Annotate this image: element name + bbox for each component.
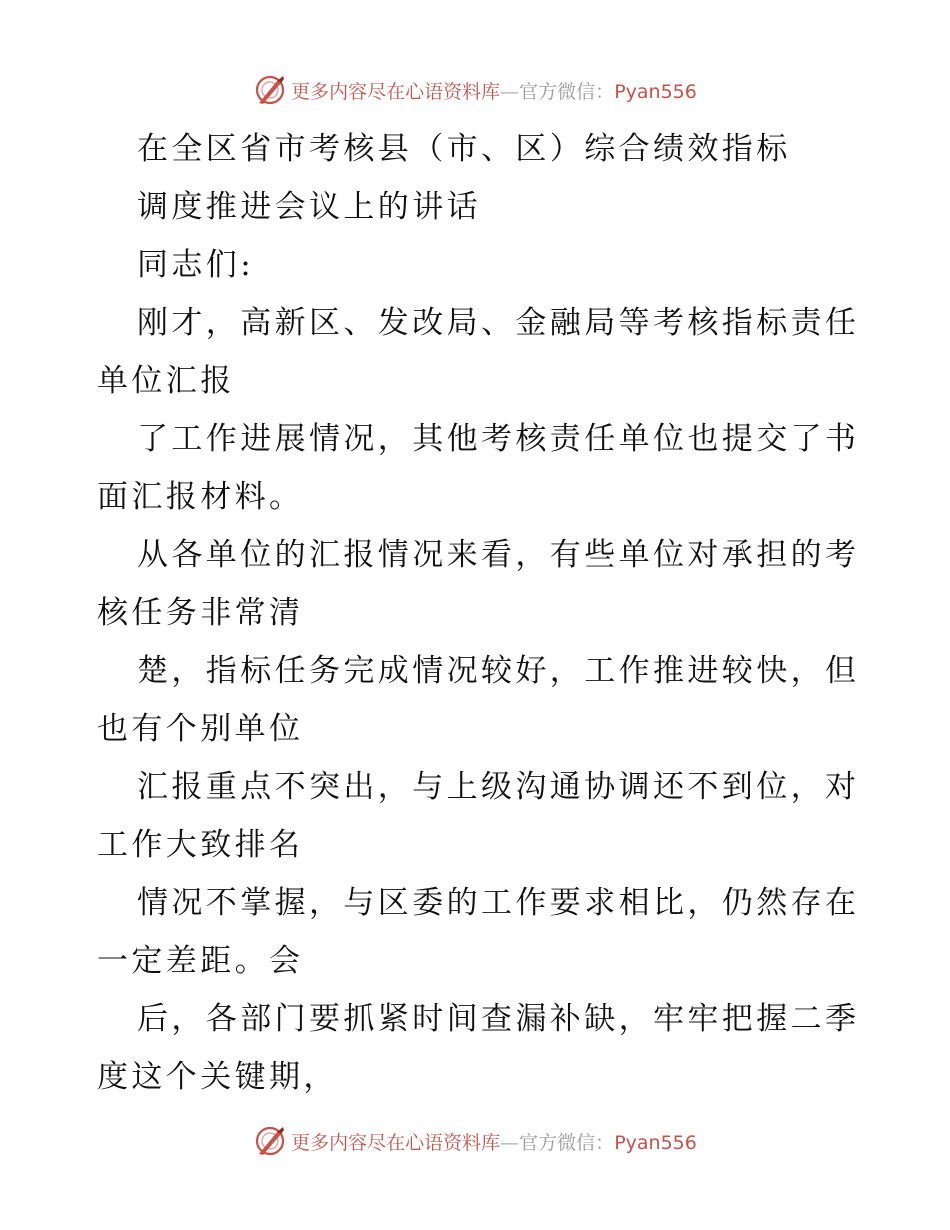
quill-pen-seal-icon — [253, 73, 287, 107]
watermark-label: 官方微信： — [519, 80, 615, 103]
document-line: 也有个别单位 — [97, 711, 304, 747]
watermark-dash: — — [500, 1131, 520, 1154]
watermark-text — [291, 77, 697, 104]
watermark-id: Pyan556 — [614, 1131, 697, 1154]
watermark-text — [291, 1128, 697, 1155]
document-line: 了工作进展情况，其他考核责任单位也提交了书 — [137, 421, 860, 457]
header-watermark — [0, 70, 950, 110]
document-line: 一定差距。会 — [97, 943, 304, 979]
document-line: 工作大致排名 — [97, 827, 304, 863]
watermark-dash: — — [500, 80, 520, 103]
watermark-label: 官方微信： — [519, 1131, 615, 1154]
watermark-id: Pyan556 — [614, 80, 697, 103]
document-line: 调度推进会议上的讲话 — [137, 189, 481, 225]
quill-pen-seal-icon — [253, 1124, 287, 1158]
watermark-prefix: 更多内容尽在心语资料库 — [291, 1131, 501, 1154]
footer-watermark — [0, 1121, 950, 1161]
document-line: 同志们: — [137, 247, 255, 283]
document-line: 核任务非常清 — [97, 595, 304, 631]
document-line: 度这个关键期， — [97, 1059, 338, 1095]
document-line: 面汇报材料。 — [97, 479, 304, 515]
document-line: 后，各部门要抓紧时间查漏补缺，牢牢把握二季 — [137, 1001, 860, 1037]
document-line: 刚才，高新区、发改局、金融局等考核指标责任 — [137, 305, 860, 341]
document-line: 汇报重点不突出，与上级沟通协调还不到位，对 — [137, 769, 860, 805]
watermark-prefix: 更多内容尽在心语资料库 — [291, 80, 501, 103]
document-body — [97, 120, 860, 1106]
document-line: 从各单位的汇报情况来看，有些单位对承担的考 — [137, 537, 860, 573]
document-line: 楚，指标任务完成情况较好，工作推进较快，但 — [137, 653, 860, 689]
document-line: 在全区省市考核县（市、区）综合绩效指标 — [137, 131, 791, 167]
document-line: 单位汇报 — [97, 363, 235, 399]
document-line: 情况不掌握，与区委的工作要求相比，仍然存在 — [137, 885, 860, 921]
